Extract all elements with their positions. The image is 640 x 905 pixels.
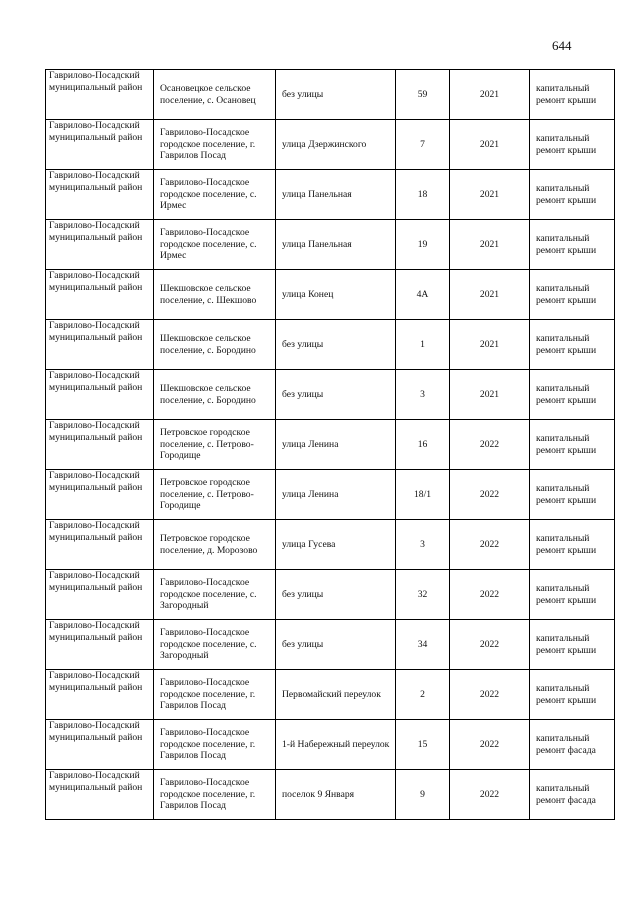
house-number-cell: 18	[396, 170, 450, 220]
settlement-cell: Гаврилово-Посадское городское поселение, г. Гаврилов Посад	[154, 770, 276, 820]
house-number-cell: 3	[396, 520, 450, 570]
district-cell: Гаврилово-Посадский муниципальный район	[46, 270, 154, 320]
work-type-cell: капитальный ремонт крыши	[530, 620, 615, 670]
street-cell: без улицы	[276, 370, 396, 420]
street-cell: Первомайский переулок	[276, 670, 396, 720]
house-number-cell: 3	[396, 370, 450, 420]
house-number-cell: 16	[396, 420, 450, 470]
street-cell: без улицы	[276, 70, 396, 120]
settlement-cell: Гаврилово-Посадское городское поселение, с. Загородный	[154, 620, 276, 670]
table-row	[46, 320, 615, 370]
year-cell: 2021	[450, 320, 530, 370]
table-row	[46, 470, 615, 520]
house-number-cell: 4А	[396, 270, 450, 320]
table-body	[46, 70, 615, 820]
street-cell: поселок 9 Января	[276, 770, 396, 820]
work-type-cell: капитальный ремонт крыши	[530, 70, 615, 120]
house-number-cell: 32	[396, 570, 450, 620]
housing-repair-table	[45, 69, 615, 820]
page-number: 644	[552, 38, 572, 53]
year-cell: 2022	[450, 670, 530, 720]
street-cell: без улицы	[276, 570, 396, 620]
table-row	[46, 420, 615, 470]
table-row	[46, 370, 615, 420]
work-type-cell: капитальный ремонт крыши	[530, 420, 615, 470]
district-cell: Гаврилово-Посадский муниципальный район	[46, 120, 154, 170]
work-type-cell: капитальный ремонт фасада	[530, 720, 615, 770]
settlement-cell: Шекшовское сельское поселение, с. Бородино	[154, 370, 276, 420]
district-cell: Гаврилово-Посадский муниципальный район	[46, 170, 154, 220]
street-cell: улица Дзержинского	[276, 120, 396, 170]
house-number-cell: 34	[396, 620, 450, 670]
work-type-cell: капитальный ремонт крыши	[530, 270, 615, 320]
year-cell: 2021	[450, 220, 530, 270]
year-cell: 2022	[450, 620, 530, 670]
table-row	[46, 620, 615, 670]
settlement-cell: Гаврилово-Посадское городское поселение, с. Загородный	[154, 570, 276, 620]
street-cell: улица Панельная	[276, 170, 396, 220]
work-type-cell: капитальный ремонт крыши	[530, 320, 615, 370]
settlement-cell: Гаврилово-Посадское городское поселение, г. Гаврилов Посад	[154, 670, 276, 720]
table-row	[46, 120, 615, 170]
year-cell: 2022	[450, 570, 530, 620]
street-cell: улица Панельная	[276, 220, 396, 270]
table-row	[46, 670, 615, 720]
work-type-cell: капитальный ремонт крыши	[530, 520, 615, 570]
work-type-cell: капитальный ремонт крыши	[530, 470, 615, 520]
street-cell: 1-й Набережный переулок	[276, 720, 396, 770]
year-cell: 2022	[450, 420, 530, 470]
table-row	[46, 220, 615, 270]
year-cell: 2021	[450, 120, 530, 170]
district-cell: Гаврилово-Посадский муниципальный район	[46, 520, 154, 570]
district-cell: Гаврилово-Посадский муниципальный район	[46, 320, 154, 370]
house-number-cell: 59	[396, 70, 450, 120]
house-number-cell: 18/1	[396, 470, 450, 520]
work-type-cell: капитальный ремонт крыши	[530, 570, 615, 620]
table-row	[46, 70, 615, 120]
settlement-cell: Гаврилово-Посадское городское поселение, г. Гаврилов Посад	[154, 720, 276, 770]
table-row	[46, 170, 615, 220]
district-cell: Гаврилово-Посадский муниципальный район	[46, 470, 154, 520]
street-cell: улица Гусева	[276, 520, 396, 570]
house-number-cell: 9	[396, 770, 450, 820]
street-cell: улица Конец	[276, 270, 396, 320]
settlement-cell: Гаврилово-Посадское городское поселение, с. Ирмес	[154, 170, 276, 220]
district-cell: Гаврилово-Посадский муниципальный район	[46, 770, 154, 820]
district-cell: Гаврилово-Посадский муниципальный район	[46, 220, 154, 270]
year-cell: 2022	[450, 520, 530, 570]
work-type-cell: капитальный ремонт крыши	[530, 120, 615, 170]
work-type-cell: капитальный ремонт крыши	[530, 220, 615, 270]
table-row	[46, 570, 615, 620]
street-cell: улица Ленина	[276, 470, 396, 520]
house-number-cell: 15	[396, 720, 450, 770]
work-type-cell: капитальный ремонт фасада	[530, 770, 615, 820]
district-cell: Гаврилово-Посадский муниципальный район	[46, 670, 154, 720]
street-cell: без улицы	[276, 320, 396, 370]
work-type-cell: капитальный ремонт крыши	[530, 170, 615, 220]
settlement-cell: Петровское городское поселение, с. Петрово-Городище	[154, 470, 276, 520]
district-cell: Гаврилово-Посадский муниципальный район	[46, 370, 154, 420]
district-cell: Гаврилово-Посадский муниципальный район	[46, 570, 154, 620]
street-cell: улица Ленина	[276, 420, 396, 470]
year-cell: 2021	[450, 170, 530, 220]
settlement-cell: Осановецкое сельское поселение, с. Осановец	[154, 70, 276, 120]
work-type-cell: капитальный ремонт крыши	[530, 370, 615, 420]
settlement-cell: Шекшовское сельское поселение, с. Бородино	[154, 320, 276, 370]
settlement-cell: Петровское городское поселение, д. Морозово	[154, 520, 276, 570]
settlement-cell: Гаврилово-Посадское городское поселение, с. Ирмес	[154, 220, 276, 270]
street-cell: без улицы	[276, 620, 396, 670]
year-cell: 2022	[450, 720, 530, 770]
year-cell: 2021	[450, 270, 530, 320]
table-row	[46, 770, 615, 820]
settlement-cell: Гаврилово-Посадское городское поселение, г. Гаврилов Посад	[154, 120, 276, 170]
district-cell: Гаврилово-Посадский муниципальный район	[46, 70, 154, 120]
house-number-cell: 19	[396, 220, 450, 270]
year-cell: 2022	[450, 770, 530, 820]
settlement-cell: Петровское городское поселение, с. Петрово-Городище	[154, 420, 276, 470]
table-row	[46, 720, 615, 770]
house-number-cell: 1	[396, 320, 450, 370]
work-type-cell: капитальный ремонт крыши	[530, 670, 615, 720]
table-row	[46, 520, 615, 570]
district-cell: Гаврилово-Посадский муниципальный район	[46, 720, 154, 770]
year-cell: 2021	[450, 370, 530, 420]
year-cell: 2022	[450, 470, 530, 520]
table-row	[46, 270, 615, 320]
district-cell: Гаврилово-Посадский муниципальный район	[46, 620, 154, 670]
house-number-cell: 7	[396, 120, 450, 170]
house-number-cell: 2	[396, 670, 450, 720]
year-cell: 2021	[450, 70, 530, 120]
district-cell: Гаврилово-Посадский муниципальный район	[46, 420, 154, 470]
settlement-cell: Шекшовское сельское поселение, с. Шекшово	[154, 270, 276, 320]
